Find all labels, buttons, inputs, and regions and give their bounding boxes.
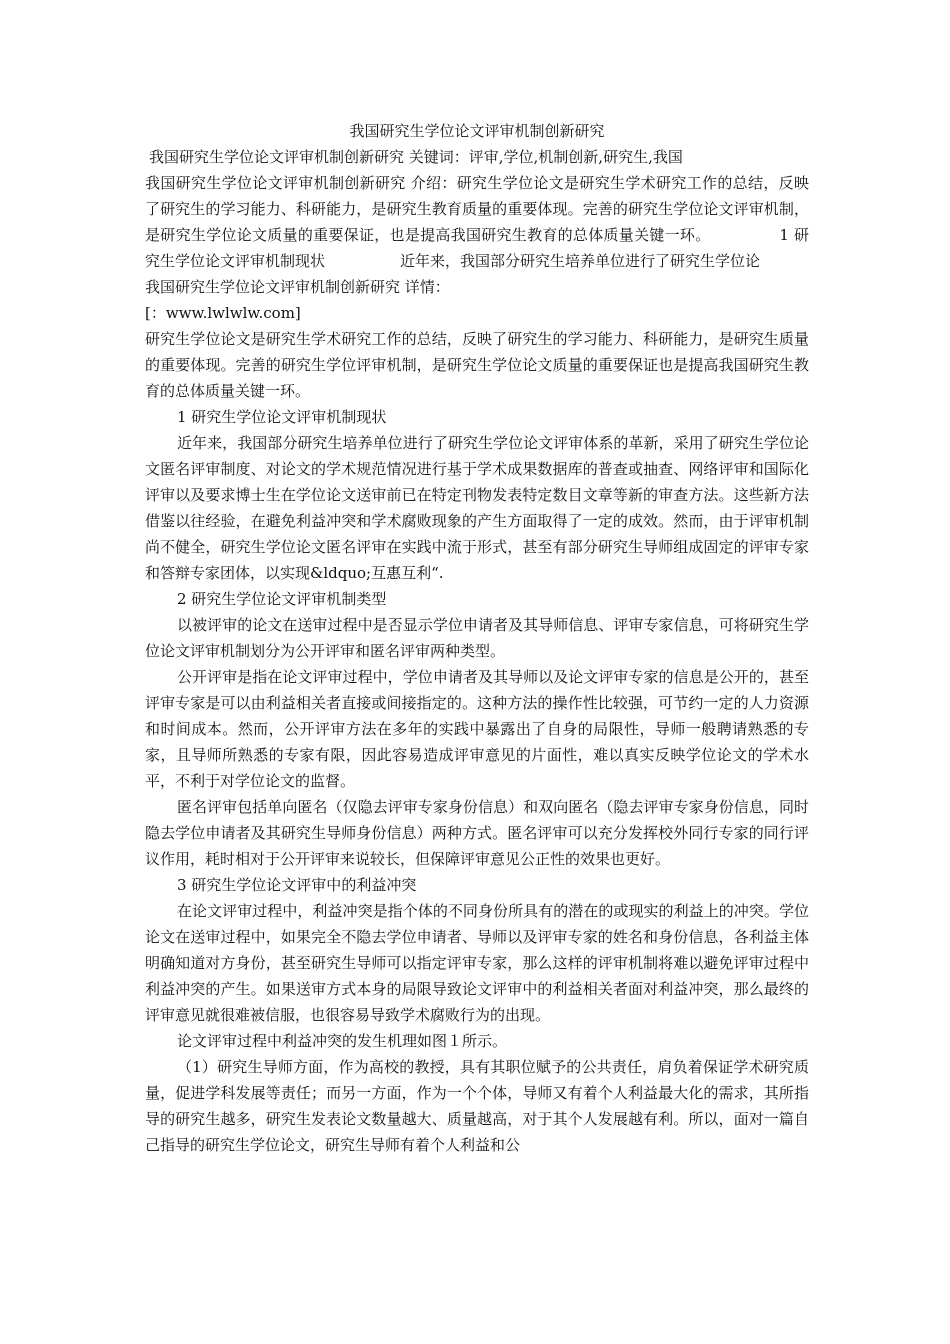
keywords-line: 我国研究生学位论文评审机制创新研究 关键词：评审,学位,机制创新,研究生,我国 xyxy=(149,148,683,166)
details-line: 我国研究生学位论文评审机制创新研究 详情： xyxy=(145,278,450,296)
section-heading-1: 1 研究生学位论文评审机制现状 xyxy=(177,408,387,426)
paragraph-5: 匿名评审包括单向匿名（仅隐去评审专家身份信息）和双向匿名（隐去评审专家身份信息，同时隐去学位申请者及其研究生导师身份信息）两种方式。匿名评审可以充分发挥校外同行专家的同行评议作用，耗时相对于公开评审来说较长，但保障评审意见公正性的效果也更好。 xyxy=(145,798,809,868)
paragraph-2: 近年来，我国部分研究生培养单位进行了研究生学位论文评审体系的革新，采用了研究生学位论文匿名评审制度、对论文的学术规范情况进行基于学术成果数据库的普查或抽查、网络评审和国际化评审以及要求博士生在学位论文送审前已在特定刊物发表特定数目文章等新的审查方法。这些新方法借鉴以往经验，在避免利益冲突和学术腐败现象的产生方面取得了一定的成效。然而，由于评审机制尚不健全，研究生学位论文匿名评审在实践中流于形式，甚至有部分研究生导师组成固定的评审专家和答辩专家团体，以实现&ldquo;互惠互利“. xyxy=(145,434,809,582)
paragraph-3: 以被评审的论文在送审过程中是否显示学位申请者及其导师信息、评审专家信息，可将研究生学位论文评审机制划分为公开评审和匿名评审两种类型。 xyxy=(145,616,809,660)
section-heading-3: 3 研究生学位论文评审中的利益冲突 xyxy=(177,876,417,894)
document-title: 我国研究生学位论文评审机制创新研究 xyxy=(349,122,605,140)
paragraph-4: 公开评审是指在论文评审过程中，学位申请者及其导师以及论文评审专家的信息是公开的，甚至评审专家是可以由利益相关者直接或间接指定的。这种方法的操作性比较强，可节约一定的人力资源和时间成本。然而，公开评审方法在多年的实践中暴露出了自身的局限性，导师一般聘请熟悉的专家，且导师所熟悉的专家有限，因此容易造成评审意见的片面性，难以真实反映学位论文的学术水平，不利于对学位论文的监督。 xyxy=(145,668,809,790)
paragraph-7: 论文评审过程中利益冲突的发生机理如图１所示。 xyxy=(177,1032,508,1050)
section-heading-2: 2 研究生学位论文评审机制类型 xyxy=(177,590,387,608)
paragraph-1: 研究生学位论文是研究生学术研究工作的总结，反映了研究生的学习能力、科研能力，是研究生质量的重要体现。完善的研究生学位评审机制，是研究生学位论文质量的重要保证也是提高我国研究生教育的总体质量关键一环。 xyxy=(145,330,809,400)
paragraph-6: 在论文评审过程中，利益冲突是指个体的不同身份所具有的潜在的或现实的利益上的冲突。学位论文在送审过程中，如果完全不隐去学位申请者、导师以及评审专家的姓名和身份信息，各利益主体明确知道对方身份，甚至研究生导师可以指定评审专家，那么这样的评审机制将难以避免评审过程中利益冲突的产生。如果送审方式本身的局限导致论文评审中的利益相关者面对利益冲突，那么最终的评审意见就很难被信服，也很容易导致学术腐败行为的出现。 xyxy=(145,902,809,1024)
source-line: [：www.lwlwlw.com] xyxy=(145,304,301,322)
document-page xyxy=(145,118,809,1158)
paragraph-8: （1）研究生导师方面，作为高校的教授，具有其职位赋予的公共责任，肩负着保证学术研究质量，促进学科发展等责任；而另一方面，作为一个个体，导师又有着个人利益最大化的需求，其所指导的研究生越多，研究生发表论文数量越大、质量越高，对于其个人发展越有利。所以，面对一篇自己指导的研究生学位论文，研究生导师有着个人利益和公 xyxy=(145,1058,809,1154)
intro-line: 我国研究生学位论文评审机制创新研究 介绍：研究生学位论文是研究生学术研究工作的总结，反映了研究生的学习能力、科研能力，是研究生教育质量的重要体现。完善的研究生学位论文评审机制，是研究生学位论文质量的重要保证，也是提高我国研究生教育的总体质量关键一环。 1 研究生学位论文评审机制现状 近年来，我国部分研究生培养单位进行了研究生学位论 xyxy=(145,174,809,270)
